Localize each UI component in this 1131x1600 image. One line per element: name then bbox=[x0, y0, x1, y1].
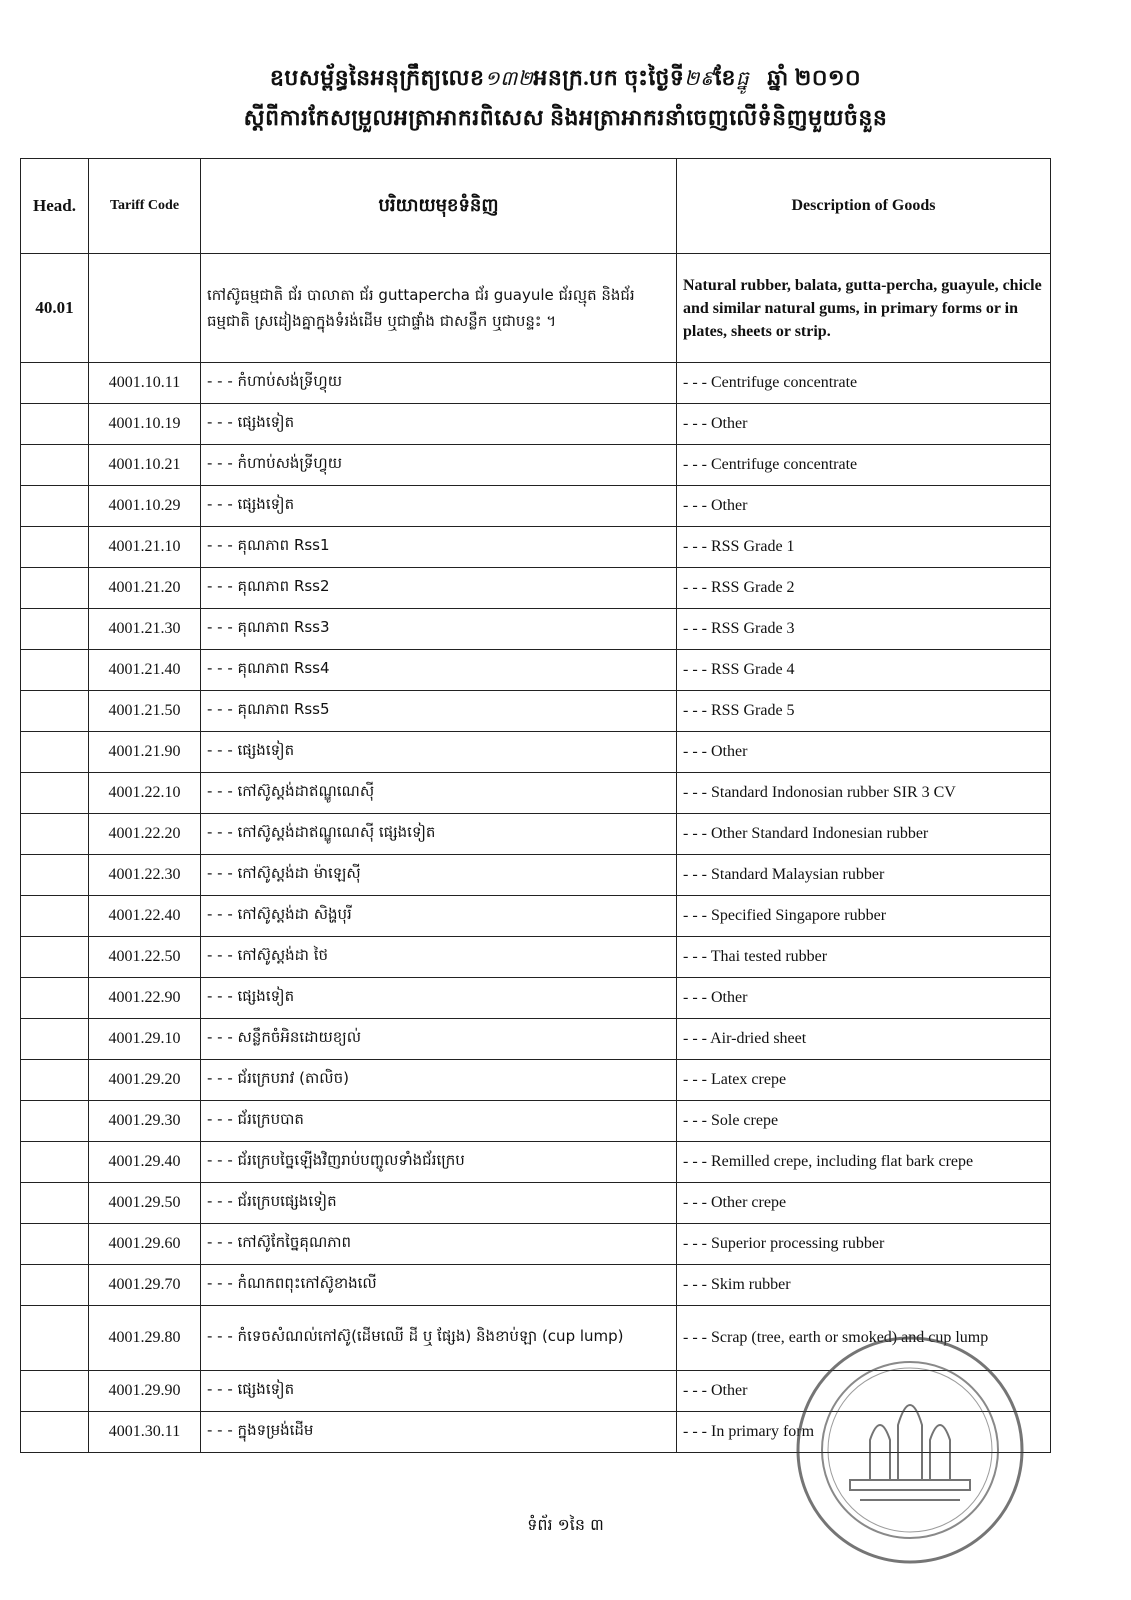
angkor-temple-icon bbox=[850, 1405, 970, 1500]
table-row bbox=[21, 1060, 1051, 1101]
table-row bbox=[21, 1019, 1051, 1060]
document-title-line-1 bbox=[0, 64, 1131, 96]
table-row bbox=[21, 254, 1051, 363]
cell-tariff-code: 4001.29.40 bbox=[89, 1142, 201, 1183]
cell-head bbox=[21, 609, 89, 650]
table-row bbox=[21, 363, 1051, 404]
cell-english-description: - - - Centrifuge concentrate bbox=[677, 445, 1051, 486]
cell-english-description: - - - Other bbox=[677, 1371, 1051, 1412]
cell-head bbox=[21, 404, 89, 445]
table-row bbox=[21, 404, 1051, 445]
cell-tariff-code: 4001.22.50 bbox=[89, 937, 201, 978]
cell-tariff-code: 4001.29.60 bbox=[89, 1224, 201, 1265]
cell-tariff-code: 4001.21.90 bbox=[89, 732, 201, 773]
table-row bbox=[21, 691, 1051, 732]
table-row bbox=[21, 609, 1051, 650]
cell-tariff-code: 4001.21.50 bbox=[89, 691, 201, 732]
table-body bbox=[21, 254, 1051, 1453]
table-row bbox=[21, 527, 1051, 568]
table-row bbox=[21, 650, 1051, 691]
cell-khmer-description: - - - គុណភាព Rss2 bbox=[201, 568, 677, 609]
cell-tariff-code: 4001.21.20 bbox=[89, 568, 201, 609]
cell-khmer-description: កៅស៊ូធម្មជាតិ ជ័រ បាលាតា ជ័រ guttapercha ជ័រ guayule ជ័រល្មុត និងជ័រធម្មជាតិ ស្រដៀងគ្នាក្នុងទំរង់ដើម ឬជាផ្ទាំង ជាសន្លឹក ឬជាបន្ទះ ។ bbox=[201, 254, 677, 363]
handwritten-day: ២៩ bbox=[684, 66, 715, 90]
cell-head bbox=[21, 363, 89, 404]
col-head: Head. bbox=[21, 159, 89, 254]
cell-english-description: - - - Specified Singapore rubber bbox=[677, 896, 1051, 937]
cell-english-description: - - - Standard Indonosian rubber SIR 3 CV bbox=[677, 773, 1051, 814]
table-header-row bbox=[21, 159, 1051, 254]
cell-head bbox=[21, 1306, 89, 1371]
cell-english-description: - - - Other bbox=[677, 978, 1051, 1019]
cell-english-description: - - - Air-dried sheet bbox=[677, 1019, 1051, 1060]
cell-khmer-description: - - - ជ័រក្រេបច្នៃឡើងវិញរាប់បញ្ចូលទាំងជ័រក្រេប bbox=[201, 1142, 677, 1183]
cell-head bbox=[21, 1371, 89, 1412]
table-row bbox=[21, 732, 1051, 773]
cell-tariff-code: 4001.29.70 bbox=[89, 1265, 201, 1306]
cell-khmer-description: - - - កំទេចសំណល់កៅស៊ូ(ដើមឈើ ដី ឬ ផ្សែង) និងខាប់ឡា (cup lump) bbox=[201, 1306, 677, 1371]
cell-tariff-code: 4001.30.11 bbox=[89, 1412, 201, 1453]
table-row bbox=[21, 568, 1051, 609]
cell-tariff-code: 4001.29.10 bbox=[89, 1019, 201, 1060]
col-tariff-code: Tariff Code bbox=[89, 159, 201, 254]
table-row bbox=[21, 445, 1051, 486]
cell-head bbox=[21, 937, 89, 978]
table-row bbox=[21, 978, 1051, 1019]
page-number: ទំព័រ ១នៃ ៣ bbox=[527, 1515, 604, 1534]
cell-english-description: - - - Centrifuge concentrate bbox=[677, 363, 1051, 404]
cell-head bbox=[21, 1060, 89, 1101]
cell-khmer-description: - - - កៅស៊ូស្តង់ដាឥណ្ឌូណេស៊ី bbox=[201, 773, 677, 814]
cell-khmer-description: - - - ផ្សេងទៀត bbox=[201, 486, 677, 527]
cell-tariff-code bbox=[89, 254, 201, 363]
cell-head bbox=[21, 1183, 89, 1224]
cell-english-description: - - - RSS Grade 2 bbox=[677, 568, 1051, 609]
title-year: ឆ្នាំ ២០១០ bbox=[767, 65, 862, 90]
tariff-table bbox=[20, 158, 1051, 1453]
table-row bbox=[21, 855, 1051, 896]
cell-english-description: - - - Skim rubber bbox=[677, 1265, 1051, 1306]
cell-khmer-description: - - - ផ្សេងទៀត bbox=[201, 978, 677, 1019]
title-prefix: ឧបសម្ព័ន្ធនៃអនុក្រឹត្យលេខ bbox=[269, 65, 485, 90]
cell-khmer-description: - - - កៅស៊ូស្តង់ដា សិង្ហបុរី bbox=[201, 896, 677, 937]
cell-head bbox=[21, 855, 89, 896]
cell-khmer-description: - - - កៅស៊ូស្តង់ដា ម៉ាឡេស៊ី bbox=[201, 855, 677, 896]
cell-tariff-code: 4001.22.10 bbox=[89, 773, 201, 814]
table-row bbox=[21, 814, 1051, 855]
cell-english-description: Natural rubber, balata, gutta-percha, guayule, chicle and similar natural gums, in primary forms or in plates, sheets or strip. bbox=[677, 254, 1051, 363]
cell-khmer-description: - - - កំហាប់សង់ទ្រីហ្វុយ bbox=[201, 445, 677, 486]
cell-head bbox=[21, 1412, 89, 1453]
cell-head: 40.01 bbox=[21, 254, 89, 363]
cell-tariff-code: 4001.22.40 bbox=[89, 896, 201, 937]
cell-english-description: - - - Other bbox=[677, 486, 1051, 527]
cell-head bbox=[21, 486, 89, 527]
cell-english-description: - - - Other bbox=[677, 404, 1051, 445]
cell-english-description: - - - In primary form bbox=[677, 1412, 1051, 1453]
cell-tariff-code: 4001.21.40 bbox=[89, 650, 201, 691]
cell-english-description: - - - RSS Grade 3 bbox=[677, 609, 1051, 650]
cell-english-description: - - - RSS Grade 4 bbox=[677, 650, 1051, 691]
cell-english-description: - - - Other bbox=[677, 732, 1051, 773]
table-row bbox=[21, 1265, 1051, 1306]
cell-khmer-description: - - - គុណភាព Rss3 bbox=[201, 609, 677, 650]
cell-tariff-code: 4001.29.50 bbox=[89, 1183, 201, 1224]
cell-tariff-code: 4001.10.19 bbox=[89, 404, 201, 445]
cell-tariff-code: 4001.10.29 bbox=[89, 486, 201, 527]
cell-head bbox=[21, 1101, 89, 1142]
cell-khmer-description: - - - ជ័រក្រេបផ្សេងទៀត bbox=[201, 1183, 677, 1224]
cell-khmer-description: - - - កំហាប់សង់ទ្រីហ្វុយ bbox=[201, 363, 677, 404]
cell-tariff-code: 4001.29.90 bbox=[89, 1371, 201, 1412]
cell-english-description: - - - RSS Grade 1 bbox=[677, 527, 1051, 568]
cell-tariff-code: 4001.21.10 bbox=[89, 527, 201, 568]
cell-khmer-description: - - - ជ័រក្រេបរាវ (តាលិច) bbox=[201, 1060, 677, 1101]
handwritten-number: ១៣២ bbox=[484, 66, 534, 90]
cell-head bbox=[21, 732, 89, 773]
cell-khmer-description: - - - សន្លឹកចំអិនដោយខ្យល់ bbox=[201, 1019, 677, 1060]
cell-head bbox=[21, 445, 89, 486]
cell-tariff-code: 4001.22.30 bbox=[89, 855, 201, 896]
cell-tariff-code: 4001.29.80 bbox=[89, 1306, 201, 1371]
cell-head bbox=[21, 814, 89, 855]
cell-head bbox=[21, 1142, 89, 1183]
cell-english-description: - - - Scrap (tree, earth or smoked) and cup lump bbox=[677, 1306, 1051, 1371]
table-row bbox=[21, 1224, 1051, 1265]
cell-head bbox=[21, 773, 89, 814]
cell-tariff-code: 4001.10.21 bbox=[89, 445, 201, 486]
cell-english-description: - - - Other Standard Indonesian rubber bbox=[677, 814, 1051, 855]
cell-head bbox=[21, 691, 89, 732]
cell-english-description: - - - Standard Malaysian rubber bbox=[677, 855, 1051, 896]
cell-head bbox=[21, 1224, 89, 1265]
cell-head bbox=[21, 978, 89, 1019]
cell-tariff-code: 4001.21.30 bbox=[89, 609, 201, 650]
cell-khmer-description: - - - កៅស៊ូស្តង់ដា ថៃ bbox=[201, 937, 677, 978]
cell-khmer-description: - - - កៅស៊ូកែច្នៃគុណភាព bbox=[201, 1224, 677, 1265]
cell-head bbox=[21, 1265, 89, 1306]
cell-khmer-description: - - - ផ្សេងទៀត bbox=[201, 1371, 677, 1412]
table-row bbox=[21, 1142, 1051, 1183]
table-row bbox=[21, 1101, 1051, 1142]
cell-english-description: - - - Latex crepe bbox=[677, 1060, 1051, 1101]
table-row bbox=[21, 486, 1051, 527]
cell-khmer-description: - - - គុណភាព Rss4 bbox=[201, 650, 677, 691]
cell-head bbox=[21, 650, 89, 691]
cell-english-description: - - - Superior processing rubber bbox=[677, 1224, 1051, 1265]
cell-head bbox=[21, 568, 89, 609]
cell-english-description: - - - RSS Grade 5 bbox=[677, 691, 1051, 732]
seal-inner-ring bbox=[822, 1362, 998, 1538]
cell-khmer-description: - - - ផ្សេងទៀត bbox=[201, 404, 677, 445]
table-row bbox=[21, 937, 1051, 978]
cell-tariff-code: 4001.22.20 bbox=[89, 814, 201, 855]
cell-tariff-code: 4001.22.90 bbox=[89, 978, 201, 1019]
table-row bbox=[21, 773, 1051, 814]
cell-tariff-code: 4001.29.20 bbox=[89, 1060, 201, 1101]
cell-khmer-description: - - - កំណកពពុះកៅស៊ូខាងលើ bbox=[201, 1265, 677, 1306]
cell-tariff-code: 4001.29.30 bbox=[89, 1101, 201, 1142]
table-row bbox=[21, 1183, 1051, 1224]
col-english-description: Description of Goods bbox=[677, 159, 1051, 254]
handwritten-month: ធ្នូ bbox=[736, 66, 750, 90]
cell-khmer-description: - - - ផ្សេងទៀត bbox=[201, 732, 677, 773]
document-title-line-2: ស្ដីពីការកែសម្រួលអត្រាអាករពិសេស និងអត្រាអាករនាំចេញលើទំនិញមួយចំនួន bbox=[243, 105, 888, 130]
table-row bbox=[21, 896, 1051, 937]
cell-khmer-description: - - - គុណភាព Rss1 bbox=[201, 527, 677, 568]
cell-khmer-description: - - - គុណភាព Rss5 bbox=[201, 691, 677, 732]
cell-khmer-description: - - - កៅស៊ូស្តង់ដាឥណ្ឌូណេស៊ី ផ្សេងទៀត bbox=[201, 814, 677, 855]
cell-khmer-description: - - - ក្នុងទម្រង់ដើម bbox=[201, 1412, 677, 1453]
cell-tariff-code: 4001.10.11 bbox=[89, 363, 201, 404]
col-khmer-description: បរិយាយមុខទំនិញ bbox=[201, 159, 677, 254]
cell-head bbox=[21, 896, 89, 937]
cell-head bbox=[21, 527, 89, 568]
title-month-label: ខែ bbox=[714, 65, 737, 90]
cell-english-description: - - - Other crepe bbox=[677, 1183, 1051, 1224]
cell-english-description: - - - Remilled crepe, including flat bark crepe bbox=[677, 1142, 1051, 1183]
cell-english-description: - - - Thai tested rubber bbox=[677, 937, 1051, 978]
seal-inner-ring-2 bbox=[828, 1368, 992, 1532]
cell-head bbox=[21, 1019, 89, 1060]
title-mid: អនក្រ.បក ចុះថ្ងៃទី bbox=[533, 65, 685, 90]
cell-khmer-description: - - - ជ័រក្រេបបាត bbox=[201, 1101, 677, 1142]
cell-english-description: - - - Sole crepe bbox=[677, 1101, 1051, 1142]
